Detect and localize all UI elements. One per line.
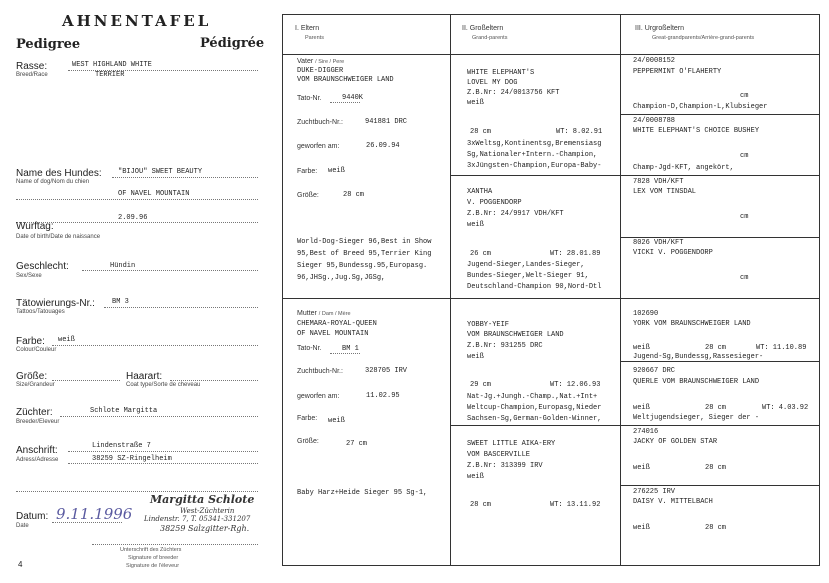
sire-label: Vater — [297, 58, 314, 65]
ggp7-reg: 274016 — [633, 428, 659, 436]
gp2-title-2: Bundes-Sieger,Welt-Sieger 91, — [467, 272, 589, 280]
gp2-title-3: Deutschland-Champion 90,Nord-Dtl — [467, 283, 602, 291]
ggp6-extra: Weltjugendsieger, Sieger der - — [633, 414, 760, 422]
date-label: Datum: — [16, 511, 49, 522]
address-value-2: 38259 SZ-Ringelheim — [92, 455, 172, 463]
ggp4-name: VICKI V. POGGENDORP — [633, 249, 713, 257]
gp3-title-2: Weltcup-Champion,Europasg,Nieder — [467, 404, 602, 412]
ggp8-reg: 276225 IRV — [633, 488, 676, 496]
dam-label: Mutter — [297, 310, 317, 317]
header-great-sub: Great-grandparents/Arrière-grand-parents — [652, 35, 755, 41]
dog-name-label: Name des Hundes: — [16, 168, 102, 179]
ggp6-color: weiß — [633, 404, 650, 412]
dam-size-label: Größe: — [297, 438, 319, 445]
colour-value: weiß — [58, 336, 75, 344]
dam-born-value: 11.02.95 — [366, 392, 400, 400]
ggp1-reg: 24/0008152 — [633, 57, 676, 65]
colour-label: Farbe: — [16, 336, 45, 347]
sire-zb-value: 941881 DRC — [365, 118, 408, 126]
dam-label-sub: / Dam / Mère — [318, 311, 351, 317]
dam-color-label: Farbe: — [297, 415, 318, 422]
ggp2-size: cm — [740, 152, 749, 160]
address-label: Anschrift: — [16, 445, 58, 456]
stamp-line-2: Lindenstr. 7, T. 05341-331207 — [144, 515, 251, 523]
gp3-line-1: YOBBY-YEIF — [467, 321, 510, 329]
pedigree-title-en: Pedigree — [16, 37, 81, 52]
ggp1-size: cm — [740, 92, 749, 100]
ggp3-size: cm — [740, 213, 749, 221]
breed-value-2: TERRIER — [95, 71, 125, 79]
gp2-line-4: weiß — [467, 221, 484, 229]
sig-label-2: Signature of breeder — [128, 555, 179, 561]
dam-color-value: weiß — [328, 417, 345, 425]
tattoo-label: Tätowierungs-Nr.: — [16, 298, 95, 309]
gp1-line-4: weiß — [467, 99, 484, 107]
gp1-title-2: Sg,Nationaler+Intern.-Champion, — [467, 151, 598, 159]
gp4-size: 28 cm — [470, 501, 492, 509]
gp1-line-1: WHITE ELEPHANT'S — [467, 69, 535, 77]
ggp8-size: 28 cm — [705, 524, 727, 532]
gp3-title-1: Nat-Jg.+Jungh.-Champ.,Nat.+Int+ — [467, 393, 598, 401]
ggp2-name: WHITE ELEPHANT'S CHOICE BUSHEY — [633, 127, 760, 135]
gp3-line-4: weiß — [467, 353, 484, 361]
gp1-title-1: 3xWeltsg,Kontinentsg,Bremensiasg — [467, 140, 602, 148]
ggp6-reg: 920667 DRC — [633, 367, 676, 375]
stamp-name: Margitta Schlote — [150, 493, 255, 506]
stamp-line-3: 38259 Salzgitter-Rgh. — [160, 524, 250, 533]
breeder-label: Züchter: — [16, 407, 53, 418]
sire-born-label: geworfen am: — [297, 143, 340, 150]
tattoo-value: BM 3 — [112, 298, 129, 306]
ggp5-extra: Jugend-Sg,Bundessg,Rassesieger- — [633, 353, 764, 361]
stamp-line-1: West-Züchterin — [180, 507, 235, 515]
gp2-size: 26 cm — [470, 250, 492, 258]
gp4-line-1: SWEET LITTLE AIKA-ERY — [467, 440, 556, 448]
sire-name-1: DUKE-DIGGER — [297, 67, 344, 75]
gp4-line-4: weiß — [467, 473, 484, 481]
sig-label-1: Unterschrift des Züchters — [120, 547, 182, 553]
date-value: 9.11.1996 — [56, 505, 133, 523]
address-value-1: Lindenstraße 7 — [92, 442, 151, 450]
header-parents-sub: Parents — [305, 35, 324, 41]
ggp1-extra: Champion-D,Champion-L,Klubsieger — [633, 103, 768, 111]
dam-zb-value: 328705 IRV — [365, 367, 408, 375]
dam-name-2: OF NAVEL MOUNTAIN — [297, 330, 369, 338]
gp2-title-1: Jugend-Sieger,Landes-Sieger, — [467, 261, 585, 269]
gp3-title-3: Sachsen-Sg,German-Golden-Winner, — [467, 415, 602, 423]
ggp5-reg: 102690 — [633, 310, 659, 318]
ggp7-color: weiß — [633, 464, 650, 472]
dog-name-value-2: OF NAVEL MOUNTAIN — [118, 190, 190, 198]
gp1-line-2: LOVEL MY DOG — [467, 79, 518, 87]
sire-born-value: 26.09.94 — [366, 142, 400, 150]
whelp-date-label: Wurftag: — [16, 221, 54, 232]
coat-sub: Coat type/Sorte de cheveau — [126, 382, 201, 388]
sex-label: Geschlecht: — [16, 261, 69, 272]
ggp6-name: QUERLE VOM BRAUNSCHWEIGER LAND — [633, 378, 760, 386]
size-sub: Size/Grandeur — [16, 382, 55, 388]
ggp6-size: 28 cm — [705, 404, 727, 412]
sex-sub: Sex/Sexe — [16, 273, 42, 279]
sex-value: Hündin — [110, 262, 136, 270]
address-sub: Adress/Adresse — [16, 457, 59, 463]
dam-tato-label: Tato-Nr. — [297, 345, 322, 352]
header-grandparents: II. Großeltern — [462, 25, 504, 32]
gp4-line-2: VOM BASCERVILLE — [467, 451, 531, 459]
gp2-line-1: XANTHA — [467, 188, 493, 196]
sire-color-label: Farbe: — [297, 168, 318, 175]
date-sub: Date — [16, 523, 29, 529]
sire-title-1: World-Dog-Sieger 96,Best in Show — [297, 238, 432, 246]
dam-born-label: geworfen am: — [297, 393, 340, 400]
header-parents: I. Eltern — [295, 25, 320, 32]
ggp1-name: PEPPERMINT O'FLAHERTY — [633, 68, 722, 76]
gp1-title-3: 3xJüngsten-Champion,Europa-Baby- — [467, 162, 602, 170]
gp1-size: 28 cm — [470, 128, 492, 136]
gp3-line-2: VOM BRAUNSCHWEIGER LAND — [467, 331, 564, 339]
coat-label: Haarart: — [126, 371, 163, 382]
pedigree-title-fr: Pédigrée — [200, 36, 265, 51]
ggp8-color: weiß — [633, 524, 650, 532]
sire-zb-label: Zuchtbuch-Nr.: — [297, 119, 343, 126]
breed-label: Rasse: — [16, 61, 48, 72]
ggp3-name: LEX VOM TINSDAL — [633, 188, 697, 196]
gp2-wt: WT: 28.01.89 — [550, 250, 601, 258]
gp2-line-2: V. POGGENDORP — [467, 199, 522, 207]
sire-tato-value: 9440K — [342, 94, 364, 102]
pedigree-title: AHNENTAFEL — [62, 12, 212, 30]
sire-size-value: 28 cm — [343, 191, 365, 199]
sire-tato-label: Tato-Nr. — [297, 95, 322, 102]
dam-title-1: Baby Harz+Heide Sieger 95 Sg-1, — [297, 489, 428, 497]
ggp5-name: YORK VOM BRAUNSCHWEIGER LAND — [633, 320, 751, 328]
dam-tato-value: BM 1 — [342, 345, 359, 353]
ggp8-name: DAISY V. MITTELBACH — [633, 498, 713, 506]
ggp2-reg: 24/0008788 — [633, 117, 676, 125]
sire-title-3: Sieger 95,Bundessg.95,Europasg. — [297, 262, 428, 270]
size-label: Größe: — [16, 371, 48, 382]
ggp6-wt: WT: 4.03.92 — [762, 404, 809, 412]
header-great: III. Urgroßeltern — [635, 25, 685, 32]
ggp7-size: 28 cm — [705, 464, 727, 472]
whelp-date-value: 2.09.96 — [118, 214, 148, 222]
dog-name-sub: Name of dog/Nom du chien — [16, 179, 90, 185]
sire-title-2: 95,Best of Breed 95,Terrier King — [297, 250, 432, 258]
ggp5-color: weiß — [633, 344, 650, 352]
gp3-size: 29 cm — [470, 381, 492, 389]
sire-title-4: 96,JHSg.,Jug.Sg,JGSg, — [297, 274, 386, 282]
ggp5-wt: WT: 11.10.89 — [756, 344, 807, 352]
sig-label-3: Signature de l'éleveur — [126, 563, 180, 569]
whelp-date-sub: Date of birth/Date de naissance — [16, 234, 101, 240]
gp3-wt: WT: 12.06.93 — [550, 381, 601, 389]
breed-sub: Breed/Race — [16, 72, 48, 78]
sire-name-2: VOM BRAUNSCHWEIGER LAND — [297, 76, 394, 84]
breeder-value: Schlote Margitta — [90, 407, 158, 415]
dam-zb-label: Zuchtbuch-Nr.: — [297, 368, 343, 375]
ggp3-reg: 7828 VDH/KFT — [633, 178, 684, 186]
gp1-wt: WT: 8.02.91 — [556, 128, 603, 136]
ggp4-size: cm — [740, 274, 749, 282]
gp3-line-3: Z.B.Nr: 931255 DRC — [467, 342, 543, 350]
dam-name-1: CHEMARA-ROYAL-QUEEN — [297, 320, 377, 328]
tattoo-sub: Tattoos/Tatouages — [16, 309, 65, 315]
ggp7-name: JACKY OF GOLDEN STAR — [633, 438, 718, 446]
dog-name-value-1: "BIJOU" SWEET BEAUTY — [118, 168, 203, 176]
header-grandparents-sub: Grand-parents — [472, 35, 508, 41]
sire-size-label: Größe: — [297, 192, 319, 199]
breeder-sub: Breeder/Eleveur — [16, 419, 60, 425]
sire-color-value: weiß — [328, 167, 345, 175]
page-number: 4 — [18, 560, 23, 569]
gp1-line-3: Z.B.Nr: 24/0013756 KFT — [467, 89, 560, 97]
ggp2-extra: Champ-Jgd-KFT, angekört, — [633, 164, 734, 172]
colour-sub: Colour/Couleur — [16, 347, 57, 353]
gp4-wt: WT: 13.11.92 — [550, 501, 601, 509]
sire-label-sub: / Sire / Pere — [315, 59, 345, 65]
gp2-line-3: Z.B.Nr: 24/9917 VDH/KFT — [467, 210, 564, 218]
gp4-line-3: Z.B.Nr: 313399 IRV — [467, 462, 543, 470]
breed-value-1: WEST HIGHLAND WHITE — [72, 61, 152, 69]
ggp5-size: 28 cm — [705, 344, 727, 352]
dam-size-value: 27 cm — [346, 440, 368, 448]
ggp4-reg: 8026 VDH/KFT — [633, 239, 684, 247]
